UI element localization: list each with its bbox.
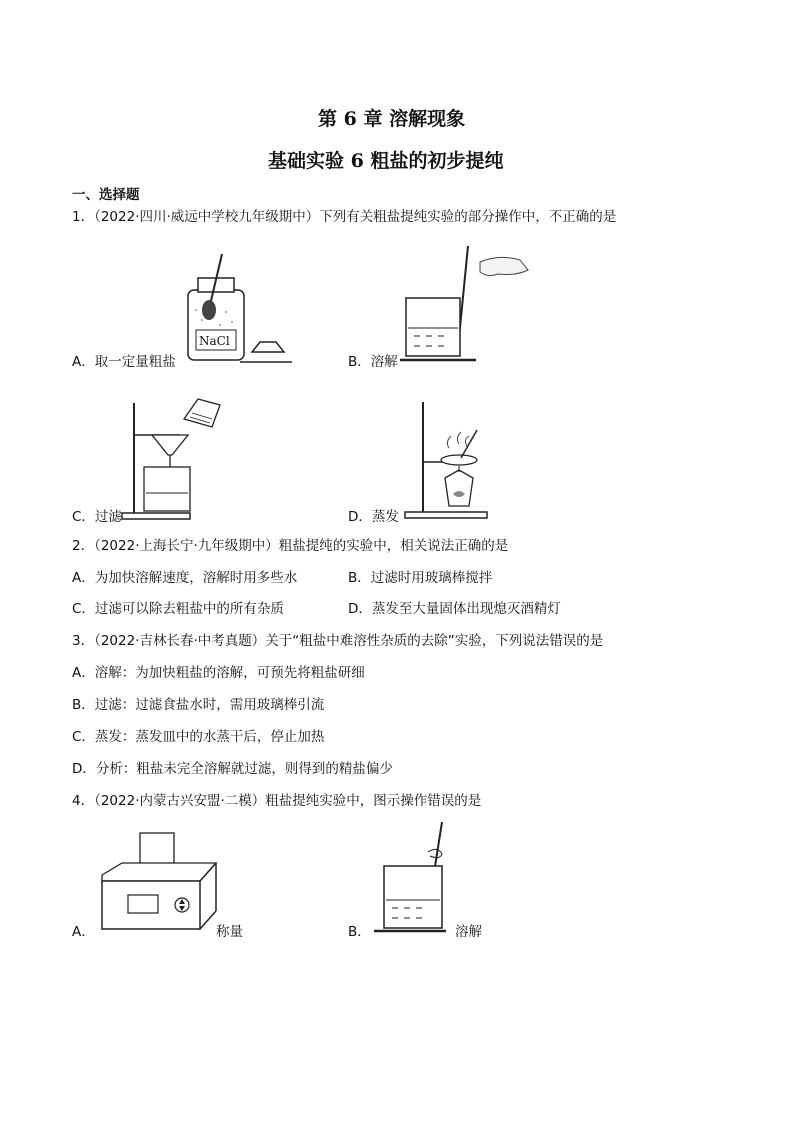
q4-option-a-label: A．: [72, 924, 95, 940]
figure-dissolve: [400, 242, 530, 367]
q1-option-c-label: C．过滤: [72, 509, 122, 525]
question-1-stem: 1．（2022·四川·威远中学校九年级期中）下列有关粗盐提纯实验的部分操作中，不正确的是: [72, 209, 617, 225]
question-2-stem: 2．（2022·上海长宁·九年级期中）粗盐提纯的实验中，相关说法正确的是: [72, 538, 509, 554]
q1-option-a-label: A．取一定量粗盐: [72, 354, 176, 370]
q2-option-a: A．为加快溶解速度，溶解时用多些水: [72, 570, 298, 586]
q2-option-b: B．过滤时用玻璃棒搅拌: [348, 570, 493, 586]
question-3-stem: 3．（2022·吉林长春·中考真题）关于“粗盐中难溶性杂质的去除”实验，下列说法错误的是: [72, 633, 604, 649]
nacl-label: NaCl: [199, 334, 230, 348]
q1-option-d-label: D．蒸发: [348, 509, 399, 525]
question-4-stem: 4．（2022·内蒙古兴安盟·二模）粗盐提纯实验中，图示操作错误的是: [72, 793, 482, 809]
q2-option-d: D．蒸发至大量固体出现熄灭酒精灯: [348, 601, 561, 617]
figure-balance: [100, 825, 220, 935]
q2-option-c: C．过滤可以除去粗盐中的所有杂质: [72, 601, 284, 617]
q3-option-d: D．分析：粗盐未完全溶解就过滤，则得到的精盐偏少: [72, 761, 393, 777]
q1-option-b-label: B．溶解: [348, 354, 398, 370]
section-heading: 一、选择题: [72, 187, 140, 203]
q3-option-b: B．过滤：过滤食盐水时，需用玻璃棒引流: [72, 697, 325, 713]
chapter-title: 第 6 章 溶解现象: [318, 108, 466, 130]
figure-stir: [370, 820, 470, 940]
q3-option-c: C．蒸发：蒸发皿中的水蒸干后，停止加热: [72, 729, 325, 745]
q4-option-b-label: B．: [348, 924, 371, 940]
experiment-title: 基础实验 6 粗盐的初步提纯: [268, 150, 504, 172]
figure-evaporate: [405, 400, 495, 525]
q4-option-b-caption: 溶解: [455, 924, 482, 940]
q3-option-a: A．溶解：为加快粗盐的溶解，可预先将粗盐研细: [72, 665, 365, 681]
figure-filter: [120, 395, 230, 525]
q4-option-a-caption: 称量: [216, 924, 243, 940]
figure-take-salt: [180, 250, 300, 370]
